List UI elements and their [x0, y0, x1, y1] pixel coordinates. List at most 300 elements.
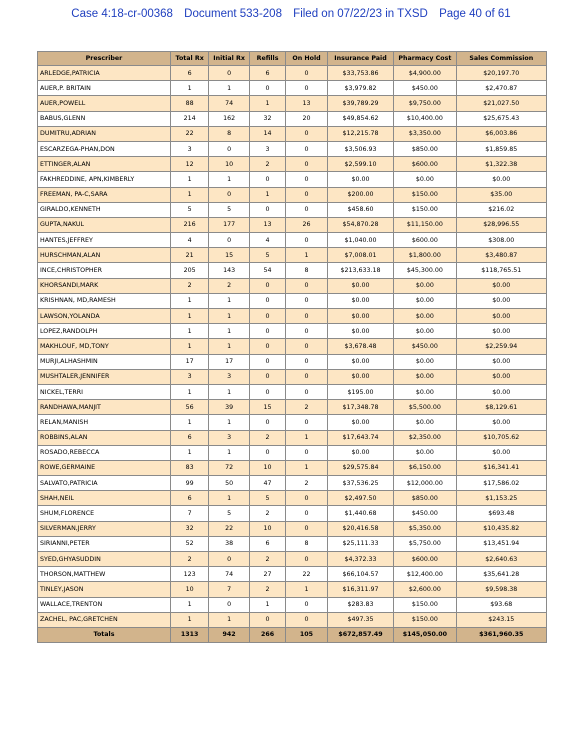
insurance-paid-cell: $37,536.25	[327, 476, 393, 491]
on-hold-cell: 0	[286, 278, 328, 293]
initial-rx-cell: 3	[209, 369, 250, 384]
table-row	[38, 278, 547, 293]
prescriber-cell: SALVATO,PATRICIA	[38, 476, 171, 491]
prescriber-cell: INCE,CHRISTOPHER	[38, 263, 171, 278]
prescriber-cell: LAWSON,YOLANDA	[38, 309, 171, 324]
prescriber-cell: ETTINGER,ALAN	[38, 157, 171, 172]
prescriber-cell: DUMITRU,ADRIAN	[38, 126, 171, 141]
refills-cell: 0	[249, 278, 285, 293]
initial-rx-cell: 17	[209, 354, 250, 369]
insurance-paid-cell: $283.83	[327, 597, 393, 612]
header-row	[38, 52, 547, 66]
prescriber-cell: ROWE,GERMAINE	[38, 460, 171, 475]
prescriber-cell: NICKEL,TERRI	[38, 384, 171, 399]
total-rx-cell: 21	[170, 248, 208, 263]
initial-rx-cell: 1	[209, 81, 250, 96]
insurance-paid-cell: $0.00	[327, 445, 393, 460]
total-rx-cell: 3	[170, 141, 208, 156]
col-initial-rx: Initial Rx	[209, 52, 250, 66]
initial-rx-cell: 7	[209, 582, 250, 597]
insurance-paid-cell: $3,678.48	[327, 339, 393, 354]
total-rx-cell: 6	[170, 66, 208, 81]
prescriber-cell: GUPTA,NAKUL	[38, 217, 171, 232]
refills-cell: 4	[249, 233, 285, 248]
initial-rx-cell: 74	[209, 96, 250, 111]
table-row	[38, 233, 547, 248]
initial-rx-cell: 15	[209, 248, 250, 263]
pharmacy-cost-cell: $0.00	[394, 354, 456, 369]
on-hold-cell: 0	[286, 491, 328, 506]
total-rx-cell: 1	[170, 384, 208, 399]
total-rx-cell: 1	[170, 172, 208, 187]
prescriber-cell: TINLEY,JASON	[38, 582, 171, 597]
on-hold-cell: 0	[286, 81, 328, 96]
sales-commission-cell: $25,675.43	[456, 111, 546, 126]
refills-cell: 0	[249, 172, 285, 187]
sales-commission-cell: $3,480.87	[456, 248, 546, 263]
table-row	[38, 309, 547, 324]
refills-cell: 0	[249, 81, 285, 96]
total-rx-cell: 214	[170, 111, 208, 126]
pharmacy-cost-cell: $45,300.00	[394, 263, 456, 278]
insurance-paid-cell: $16,311.97	[327, 582, 393, 597]
initial-rx-cell: 1	[209, 445, 250, 460]
insurance-paid-cell: $458.60	[327, 202, 393, 217]
table-row	[38, 612, 547, 627]
initial-rx-cell: 5	[209, 202, 250, 217]
total-rx-cell: 22	[170, 126, 208, 141]
total-rx-cell: 32	[170, 521, 208, 536]
initial-rx-cell: 162	[209, 111, 250, 126]
sales-commission-cell: $2,470.87	[456, 81, 546, 96]
total-rx-cell: 17	[170, 354, 208, 369]
insurance-paid-cell: $200.00	[327, 187, 393, 202]
initial-rx-cell: 22	[209, 521, 250, 536]
table-row	[38, 460, 547, 475]
prescriber-cell: WALLACE,TRENTON	[38, 597, 171, 612]
on-hold-cell: 13	[286, 96, 328, 111]
insurance-paid-cell: $17,348.78	[327, 400, 393, 415]
insurance-paid-cell: $25,111.33	[327, 536, 393, 551]
table-row	[38, 536, 547, 551]
sales-commission-cell: $35,641.28	[456, 567, 546, 582]
on-hold-cell: 0	[286, 339, 328, 354]
total-rx-cell: 1	[170, 309, 208, 324]
insurance-paid-cell: $0.00	[327, 278, 393, 293]
totals-on-hold: 105	[286, 627, 328, 642]
filed-date: Filed on 07/22/23 in TXSD	[293, 8, 428, 20]
prescriber-cell: HURSCHMAN,ALAN	[38, 248, 171, 263]
on-hold-cell: 1	[286, 430, 328, 445]
pharmacy-cost-cell: $850.00	[394, 491, 456, 506]
on-hold-cell: 22	[286, 567, 328, 582]
insurance-paid-cell: $17,643.74	[327, 430, 393, 445]
refills-cell: 10	[249, 521, 285, 536]
initial-rx-cell: 72	[209, 460, 250, 475]
insurance-paid-cell: $497.35	[327, 612, 393, 627]
pharmacy-cost-cell: $450.00	[394, 506, 456, 521]
initial-rx-cell: 1	[209, 415, 250, 430]
initial-rx-cell: 143	[209, 263, 250, 278]
pharmacy-cost-cell: $9,750.00	[394, 96, 456, 111]
table-row	[38, 81, 547, 96]
table-row	[38, 141, 547, 156]
col-pharmacy-cost: Pharmacy Cost	[394, 52, 456, 66]
pharmacy-cost-cell: $10,400.00	[394, 111, 456, 126]
total-rx-cell: 6	[170, 491, 208, 506]
prescriber-cell: MUSHTALER,JENNIFER	[38, 369, 171, 384]
initial-rx-cell: 0	[209, 141, 250, 156]
pharmacy-cost-cell: $0.00	[394, 278, 456, 293]
prescriber-cell: FAKHREDDINE, APN,KIMBERLY	[38, 172, 171, 187]
refills-cell: 0	[249, 324, 285, 339]
pharmacy-cost-cell: $3,350.00	[394, 126, 456, 141]
refills-cell: 1	[249, 187, 285, 202]
sales-commission-cell: $10,705.62	[456, 430, 546, 445]
insurance-paid-cell: $2,599.10	[327, 157, 393, 172]
table-row	[38, 202, 547, 217]
on-hold-cell: 0	[286, 521, 328, 536]
sales-commission-cell: $10,435.82	[456, 521, 546, 536]
insurance-paid-cell: $0.00	[327, 415, 393, 430]
insurance-paid-cell: $195.00	[327, 384, 393, 399]
col-total-rx: Total Rx	[170, 52, 208, 66]
on-hold-cell: 1	[286, 248, 328, 263]
prescriber-cell: ROSADO,REBECCA	[38, 445, 171, 460]
total-rx-cell: 52	[170, 536, 208, 551]
sales-commission-cell: $6,003.86	[456, 126, 546, 141]
initial-rx-cell: 1	[209, 384, 250, 399]
insurance-paid-cell: $0.00	[327, 324, 393, 339]
prescriber-cell: MURJI,ALHASHMIN	[38, 354, 171, 369]
on-hold-cell: 0	[286, 66, 328, 81]
pharmacy-cost-cell: $600.00	[394, 233, 456, 248]
table-body	[38, 66, 547, 628]
refills-cell: 47	[249, 476, 285, 491]
prescriber-cell: BABUS,GLENN	[38, 111, 171, 126]
totals-initial-rx: 942	[209, 627, 250, 642]
total-rx-cell: 12	[170, 157, 208, 172]
on-hold-cell: 0	[286, 445, 328, 460]
prescriber-cell: MAKHLOUF, MD,TONY	[38, 339, 171, 354]
page-number: Page 40 of 61	[439, 8, 511, 20]
insurance-paid-cell: $3,979.82	[327, 81, 393, 96]
prescriber-cell: KRISHNAN, MD,RAMESH	[38, 293, 171, 308]
insurance-paid-cell: $49,854.62	[327, 111, 393, 126]
initial-rx-cell: 1	[209, 324, 250, 339]
initial-rx-cell: 1	[209, 612, 250, 627]
pharmacy-cost-cell: $450.00	[394, 81, 456, 96]
prescriber-cell: AUER,P. BRITAIN	[38, 81, 171, 96]
sales-commission-cell: $216.02	[456, 202, 546, 217]
sales-commission-cell: $17,586.02	[456, 476, 546, 491]
pharmacy-cost-cell: $450.00	[394, 339, 456, 354]
total-rx-cell: 1	[170, 293, 208, 308]
pharmacy-cost-cell: $12,400.00	[394, 567, 456, 582]
table-row	[38, 66, 547, 81]
on-hold-cell: 0	[286, 597, 328, 612]
sales-commission-cell: $0.00	[456, 369, 546, 384]
sales-commission-cell: $1,859.85	[456, 141, 546, 156]
sales-commission-cell: $0.00	[456, 293, 546, 308]
sales-commission-cell: $0.00	[456, 324, 546, 339]
sales-commission-cell: $16,341.41	[456, 460, 546, 475]
on-hold-cell: 2	[286, 476, 328, 491]
case-number: Case 4:18-cr-00368	[71, 8, 173, 20]
pharmacy-cost-cell: $2,600.00	[394, 582, 456, 597]
sales-commission-cell: $1,322.38	[456, 157, 546, 172]
insurance-paid-cell: $39,789.29	[327, 96, 393, 111]
pharmacy-cost-cell: $0.00	[394, 369, 456, 384]
initial-rx-cell: 1	[209, 491, 250, 506]
on-hold-cell: 0	[286, 157, 328, 172]
sales-commission-cell: $0.00	[456, 278, 546, 293]
pharmacy-cost-cell: $0.00	[394, 445, 456, 460]
refills-cell: 15	[249, 400, 285, 415]
on-hold-cell: 0	[286, 415, 328, 430]
on-hold-cell: 0	[286, 293, 328, 308]
on-hold-cell: 0	[286, 202, 328, 217]
pharmacy-cost-cell: $150.00	[394, 597, 456, 612]
sales-commission-cell: $0.00	[456, 172, 546, 187]
refills-cell: 2	[249, 506, 285, 521]
sales-commission-cell: $0.00	[456, 445, 546, 460]
refills-cell: 27	[249, 567, 285, 582]
prescriber-cell: ARLEDGE,PATRICIA	[38, 66, 171, 81]
sales-commission-cell: $20,197.70	[456, 66, 546, 81]
refills-cell: 2	[249, 430, 285, 445]
table-row	[38, 506, 547, 521]
total-rx-cell: 7	[170, 506, 208, 521]
table-row	[38, 187, 547, 202]
on-hold-cell: 0	[286, 369, 328, 384]
insurance-paid-cell: $0.00	[327, 293, 393, 308]
prescriber-cell: FREEMAN, PA-C,SARA	[38, 187, 171, 202]
total-rx-cell: 83	[170, 460, 208, 475]
pharmacy-cost-cell: $0.00	[394, 293, 456, 308]
table-row	[38, 339, 547, 354]
prescriber-cell: SHAH,NEIL	[38, 491, 171, 506]
sales-commission-cell: $0.00	[456, 384, 546, 399]
initial-rx-cell: 0	[209, 552, 250, 567]
page-header	[0, 8, 582, 20]
refills-cell: 0	[249, 354, 285, 369]
total-rx-cell: 10	[170, 582, 208, 597]
table-row	[38, 263, 547, 278]
totals-row	[38, 627, 547, 642]
pharmacy-cost-cell: $0.00	[394, 309, 456, 324]
refills-cell: 14	[249, 126, 285, 141]
table-row	[38, 157, 547, 172]
on-hold-cell: 1	[286, 460, 328, 475]
sales-commission-cell: $2,640.63	[456, 552, 546, 567]
initial-rx-cell: 74	[209, 567, 250, 582]
table-row	[38, 324, 547, 339]
refills-cell: 1	[249, 96, 285, 111]
refills-cell: 0	[249, 369, 285, 384]
refills-cell: 0	[249, 612, 285, 627]
initial-rx-cell: 0	[209, 187, 250, 202]
pharmacy-cost-cell: $600.00	[394, 552, 456, 567]
refills-cell: 6	[249, 536, 285, 551]
prescriber-cell: AUER,POWELL	[38, 96, 171, 111]
insurance-paid-cell: $0.00	[327, 309, 393, 324]
pharmacy-cost-cell: $5,350.00	[394, 521, 456, 536]
pharmacy-cost-cell: $0.00	[394, 172, 456, 187]
total-rx-cell: 1	[170, 339, 208, 354]
insurance-paid-cell: $1,440.68	[327, 506, 393, 521]
prescriber-cell: ZACHEL, PAC,GRETCHEN	[38, 612, 171, 627]
insurance-paid-cell: $0.00	[327, 354, 393, 369]
table-row	[38, 126, 547, 141]
total-rx-cell: 123	[170, 567, 208, 582]
table-row	[38, 521, 547, 536]
insurance-paid-cell: $20,416.58	[327, 521, 393, 536]
refills-cell: 5	[249, 491, 285, 506]
refills-cell: 2	[249, 157, 285, 172]
total-rx-cell: 1	[170, 415, 208, 430]
total-rx-cell: 1	[170, 81, 208, 96]
on-hold-cell: 0	[286, 552, 328, 567]
sales-commission-cell: $2,259.94	[456, 339, 546, 354]
table-row	[38, 293, 547, 308]
table-row	[38, 552, 547, 567]
initial-rx-cell: 3	[209, 430, 250, 445]
prescriber-cell: RELAN,MANISH	[38, 415, 171, 430]
total-rx-cell: 1	[170, 187, 208, 202]
on-hold-cell: 0	[286, 172, 328, 187]
total-rx-cell: 6	[170, 430, 208, 445]
table-row	[38, 96, 547, 111]
on-hold-cell: 0	[286, 233, 328, 248]
insurance-paid-cell: $3,506.93	[327, 141, 393, 156]
pharmacy-cost-cell: $5,500.00	[394, 400, 456, 415]
refills-cell: 13	[249, 217, 285, 232]
total-rx-cell: 1	[170, 597, 208, 612]
refills-cell: 6	[249, 66, 285, 81]
on-hold-cell: 0	[286, 126, 328, 141]
table-row	[38, 400, 547, 415]
refills-cell: 3	[249, 141, 285, 156]
pharmacy-cost-cell: $0.00	[394, 415, 456, 430]
col-insurance-paid: Insurance Paid	[327, 52, 393, 66]
prescriber-cell: HANTES,JEFFREY	[38, 233, 171, 248]
refills-cell: 2	[249, 582, 285, 597]
initial-rx-cell: 1	[209, 293, 250, 308]
totals-insurance-paid: $672,857.49	[327, 627, 393, 642]
refills-cell: 0	[249, 339, 285, 354]
refills-cell: 0	[249, 293, 285, 308]
col-prescriber: Prescriber	[38, 52, 171, 66]
pharmacy-cost-cell: $150.00	[394, 187, 456, 202]
initial-rx-cell: 177	[209, 217, 250, 232]
table-row	[38, 567, 547, 582]
pharmacy-cost-cell: $2,350.00	[394, 430, 456, 445]
sales-commission-cell: $13,451.94	[456, 536, 546, 551]
refills-cell: 0	[249, 445, 285, 460]
pharmacy-cost-cell: $150.00	[394, 202, 456, 217]
table-row	[38, 491, 547, 506]
initial-rx-cell: 8	[209, 126, 250, 141]
refills-cell: 0	[249, 202, 285, 217]
sales-commission-cell: $0.00	[456, 309, 546, 324]
totals-label: Totals	[38, 627, 171, 642]
pharmacy-cost-cell: $850.00	[394, 141, 456, 156]
prescriber-cell: SYED,GHYASUDDIN	[38, 552, 171, 567]
sales-commission-cell: $0.00	[456, 415, 546, 430]
refills-cell: 5	[249, 248, 285, 263]
totals-total-rx: 1313	[170, 627, 208, 642]
total-rx-cell: 2	[170, 552, 208, 567]
on-hold-cell: 0	[286, 141, 328, 156]
sales-commission-cell: $28,996.55	[456, 217, 546, 232]
refills-cell: 32	[249, 111, 285, 126]
sales-commission-cell: $35.00	[456, 187, 546, 202]
insurance-paid-cell: $2,497.50	[327, 491, 393, 506]
table-row	[38, 597, 547, 612]
on-hold-cell: 0	[286, 384, 328, 399]
sales-commission-cell: $243.15	[456, 612, 546, 627]
total-rx-cell: 1	[170, 445, 208, 460]
pharmacy-cost-cell: $150.00	[394, 612, 456, 627]
prescriber-cell: SIRIANNI,PETER	[38, 536, 171, 551]
on-hold-cell: 1	[286, 582, 328, 597]
refills-cell: 0	[249, 309, 285, 324]
col-on-hold: On Hold	[286, 52, 328, 66]
refills-cell: 0	[249, 384, 285, 399]
pharmacy-cost-cell: $4,900.00	[394, 66, 456, 81]
table-row	[38, 172, 547, 187]
initial-rx-cell: 2	[209, 278, 250, 293]
totals-pharmacy-cost: $145,050.00	[394, 627, 456, 642]
initial-rx-cell: 38	[209, 536, 250, 551]
sales-commission-cell: $118,765.51	[456, 263, 546, 278]
on-hold-cell: 8	[286, 536, 328, 551]
table-row	[38, 111, 547, 126]
total-rx-cell: 5	[170, 202, 208, 217]
table-row	[38, 582, 547, 597]
initial-rx-cell: 0	[209, 66, 250, 81]
col-sales-commission: Sales Commission	[456, 52, 546, 66]
insurance-paid-cell: $0.00	[327, 369, 393, 384]
prescriber-cell: ESCARZEGA-PHAN,DON	[38, 141, 171, 156]
total-rx-cell: 3	[170, 369, 208, 384]
total-rx-cell: 1	[170, 324, 208, 339]
total-rx-cell: 216	[170, 217, 208, 232]
on-hold-cell: 20	[286, 111, 328, 126]
table-row	[38, 415, 547, 430]
totals-refills: 266	[249, 627, 285, 642]
prescriber-cell: SHUM,FLORENCE	[38, 506, 171, 521]
prescriber-cell: LOPEZ,RANDOLPH	[38, 324, 171, 339]
initial-rx-cell: 0	[209, 233, 250, 248]
document-number: Document 533-208	[184, 8, 282, 20]
on-hold-cell: 2	[286, 400, 328, 415]
insurance-paid-cell: $4,372.33	[327, 552, 393, 567]
table-row	[38, 476, 547, 491]
on-hold-cell: 0	[286, 354, 328, 369]
initial-rx-cell: 39	[209, 400, 250, 415]
refills-cell: 1	[249, 597, 285, 612]
sales-commission-cell: $93.68	[456, 597, 546, 612]
pharmacy-cost-cell: $5,750.00	[394, 536, 456, 551]
prescriber-cell: SILVERMAN,JERRY	[38, 521, 171, 536]
refills-cell: 0	[249, 415, 285, 430]
initial-rx-cell: 1	[209, 339, 250, 354]
prescriber-cell: ROBBINS,ALAN	[38, 430, 171, 445]
on-hold-cell: 26	[286, 217, 328, 232]
insurance-paid-cell: $1,040.00	[327, 233, 393, 248]
